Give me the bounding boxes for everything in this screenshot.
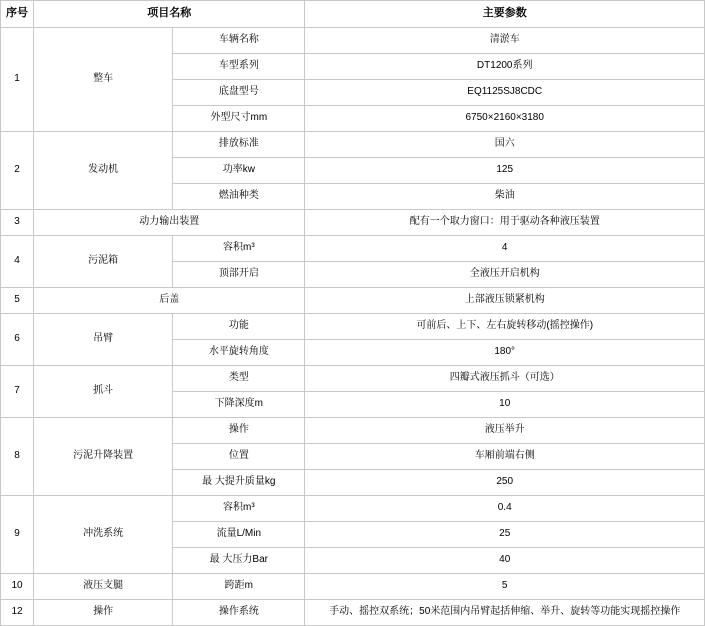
row-item-label: 功率kw	[173, 158, 305, 184]
header-main-parameters: 主要参数	[305, 1, 705, 28]
row-category: 吊臂	[34, 314, 173, 366]
row-index: 4	[1, 236, 34, 288]
row-index: 10	[1, 574, 34, 600]
row-index: 8	[1, 418, 34, 496]
row-value: DT1200系列	[305, 54, 705, 80]
table-header-row	[1, 1, 705, 28]
row-item-label: 下降深度m	[173, 392, 305, 418]
row-value: 液压举升	[305, 418, 705, 444]
row-value: 配有一个取力窗口：用于驱动各种液压装置	[305, 210, 705, 236]
row-index: 5	[1, 288, 34, 314]
row-item-label: 燃油种类	[173, 184, 305, 210]
row-item-label: 车辆名称	[173, 28, 305, 54]
table-row	[1, 366, 705, 392]
row-category: 发动机	[34, 132, 173, 210]
row-category: 整车	[34, 28, 173, 132]
row-item-label: 容积m³	[173, 236, 305, 262]
row-category: 抓斗	[34, 366, 173, 418]
row-value: 上部液压锁紧机构	[305, 288, 705, 314]
table-row	[1, 600, 705, 626]
row-item-label: 车型系列	[173, 54, 305, 80]
row-value: 40	[305, 548, 705, 574]
row-item-label: 最 大压力Bar	[173, 548, 305, 574]
row-item-label: 外型尺寸mm	[173, 106, 305, 132]
table-row	[1, 132, 705, 158]
row-value: 125	[305, 158, 705, 184]
row-item-label: 水平旋转角度	[173, 340, 305, 366]
row-item-label: 功能	[173, 314, 305, 340]
table-row	[1, 210, 705, 236]
table-row	[1, 236, 705, 262]
table-row	[1, 314, 705, 340]
row-item-label: 类型	[173, 366, 305, 392]
table-row	[1, 288, 705, 314]
row-category: 动力输出装置	[34, 210, 305, 236]
row-category: 后盖	[34, 288, 305, 314]
row-index: 7	[1, 366, 34, 418]
row-item-label: 流量L/Min	[173, 522, 305, 548]
row-item-label: 底盘型号	[173, 80, 305, 106]
row-value: EQ1125SJ8CDC	[305, 80, 705, 106]
row-index: 2	[1, 132, 34, 210]
row-item-label: 顶部开启	[173, 262, 305, 288]
row-value: 车厢前端右侧	[305, 444, 705, 470]
row-item-label: 排放标准	[173, 132, 305, 158]
row-value: 可前后、上下、左右旋转移动(摇控操作)	[305, 314, 705, 340]
row-value: 国六	[305, 132, 705, 158]
row-value: 5	[305, 574, 705, 600]
row-value: 10	[305, 392, 705, 418]
row-value: 4	[305, 236, 705, 262]
row-value: 柴油	[305, 184, 705, 210]
row-category: 污泥升降装置	[34, 418, 173, 496]
row-item-label: 操作	[173, 418, 305, 444]
row-value: 250	[305, 470, 705, 496]
row-index: 6	[1, 314, 34, 366]
row-item-label: 最 大提升质量kg	[173, 470, 305, 496]
row-category: 操作	[34, 600, 173, 626]
row-item-label: 跨距m	[173, 574, 305, 600]
row-category: 液压支腿	[34, 574, 173, 600]
row-value: 25	[305, 522, 705, 548]
row-category: 冲洗系统	[34, 496, 173, 574]
row-index: 1	[1, 28, 34, 132]
row-index: 9	[1, 496, 34, 574]
row-value: 180°	[305, 340, 705, 366]
table-row	[1, 496, 705, 522]
row-index: 3	[1, 210, 34, 236]
row-value: 6750×2160×3180	[305, 106, 705, 132]
table-row	[1, 574, 705, 600]
row-index: 12	[1, 600, 34, 626]
row-value: 四瓣式液压抓斗（可选）	[305, 366, 705, 392]
row-value: 清淤车	[305, 28, 705, 54]
header-index: 序号	[1, 1, 34, 28]
header-item-name: 项目名称	[34, 1, 305, 28]
row-value: 0.4	[305, 496, 705, 522]
table-body	[1, 28, 705, 626]
table-row	[1, 28, 705, 54]
table-row	[1, 418, 705, 444]
row-value: 全液压开启机构	[305, 262, 705, 288]
row-item-label: 操作系统	[173, 600, 305, 626]
row-item-label: 容积m³	[173, 496, 305, 522]
table-header	[1, 1, 705, 28]
row-item-label: 位置	[173, 444, 305, 470]
row-category: 污泥箱	[34, 236, 173, 288]
row-value: 手动、摇控双系统；50米范围内吊臂起括伸缩、举升、旋转等功能实现摇控操作	[305, 600, 705, 626]
